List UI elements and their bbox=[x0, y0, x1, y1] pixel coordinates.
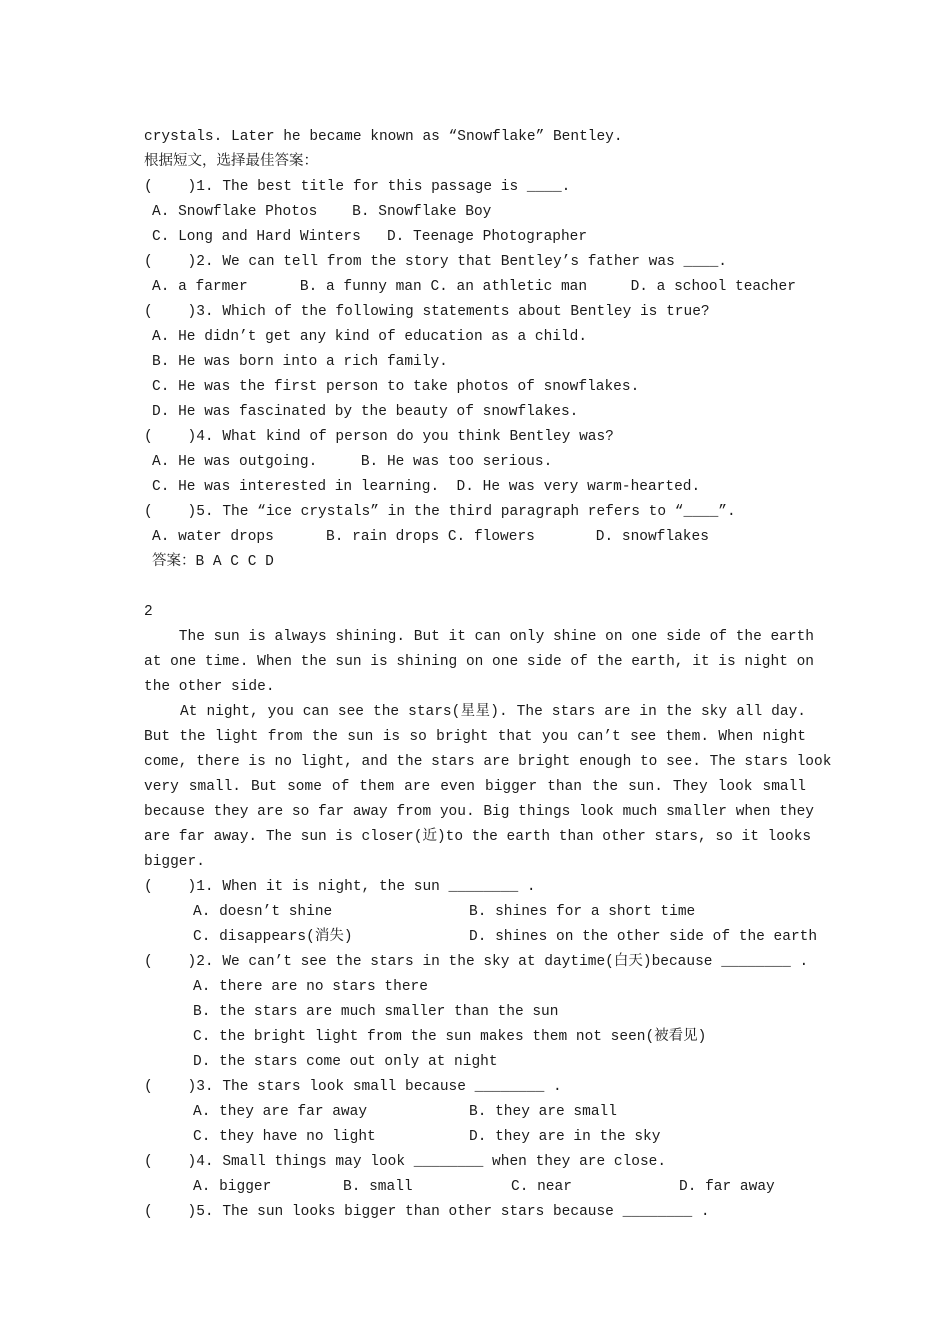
s1-question-4: ( )4. What kind of person do you think Bentley was? bbox=[144, 429, 614, 445]
s1-question-1: ( )1. The best title for this passage is ____. bbox=[144, 179, 571, 195]
s2-q1-option-a: A. doesn’t shine bbox=[193, 904, 333, 920]
s2-q3-option-c: C. they have no light bbox=[193, 1129, 376, 1145]
para1-line1: The sun is always shining. But it can only shine on one side of the earth bbox=[144, 629, 815, 645]
s1-q3-option-a: A. He didn’t get any kind of education as a child. bbox=[152, 329, 588, 345]
passage-continuation: crystals. Later he became known as “Snowflake” Bentley. bbox=[144, 129, 623, 145]
s2-q2-option-b: B. the stars are much smaller than the sun bbox=[193, 1004, 559, 1020]
s2-question-4: ( )4. Small things may look ________ when they are close. bbox=[144, 1154, 667, 1170]
para2-line7: bigger. bbox=[144, 854, 205, 870]
s2-q3-option-b: B. they are small bbox=[469, 1104, 617, 1120]
para2-line3: come, there is no light, and the stars are bright enough to see. The stars look bbox=[144, 754, 832, 770]
s2-question-1: ( )1. When it is night, the sun ________ . bbox=[144, 879, 536, 895]
s2-q3-option-d: D. they are in the sky bbox=[469, 1129, 661, 1145]
s1-q1-options-ab: A. Snowflake Photos B. Snowflake Boy bbox=[152, 204, 492, 220]
s2-q1-option-d: D. shines on the other side of the earth bbox=[469, 929, 818, 945]
para2-line4: very small. But some of them are even bigger than the sun. They look small bbox=[144, 779, 806, 795]
section-number: 2 bbox=[144, 604, 153, 620]
para2-line5: because they are so far away from you. Big things look much smaller when they bbox=[144, 804, 815, 820]
s2-question-5: ( )5. The sun looks bigger than other stars because ________ . bbox=[144, 1204, 710, 1220]
s1-q3-option-d: D. He was fascinated by the beauty of snowflakes. bbox=[152, 404, 579, 420]
s2-q1-option-c: C. disappears(消失) bbox=[193, 929, 353, 945]
instruction: 根据短文，选择最佳答案： bbox=[144, 154, 318, 170]
para2-line2: But the light from the sun is so bright that you can’t see them. When night bbox=[144, 729, 806, 745]
s1-question-5: ( )5. The “ice crystals” in the third paragraph refers to “____”. bbox=[144, 504, 736, 520]
s1-q2-options: A. a farmer B. a funny man C. an athletic man D. a school teacher bbox=[152, 279, 796, 295]
s2-q4-option-b: B. small bbox=[343, 1179, 413, 1195]
s2-q1-option-b: B. shines for a short time bbox=[469, 904, 696, 920]
para1-line3: the other side. bbox=[144, 679, 275, 695]
s2-q4-option-d: D. far away bbox=[679, 1179, 775, 1195]
para2-line6: are far away. The sun is closer(近)to the earth than other stars, so it looks bbox=[144, 829, 812, 845]
s1-q3-option-c: C. He was the first person to take photos of snowflakes. bbox=[152, 379, 640, 395]
s1-q1-options-cd: C. Long and Hard Winters D. Teenage Photographer bbox=[152, 229, 588, 245]
s1-q3-option-b: B. He was born into a rich family. bbox=[152, 354, 448, 370]
s2-q2-option-c: C. the bright light from the sun makes them not seen(被看见) bbox=[193, 1029, 707, 1045]
s2-q2-option-d: D. the stars come out only at night bbox=[193, 1054, 498, 1070]
s1-question-3: ( )3. Which of the following statements about Bentley is true? bbox=[144, 304, 710, 320]
s2-question-2: ( )2. We can’t see the stars in the sky at daytime(白天)because ________ . bbox=[144, 954, 809, 970]
s2-q3-option-a: A. they are far away bbox=[193, 1104, 368, 1120]
s1-q5-options: A. water drops B. rain drops C. flowers D. snowflakes bbox=[152, 529, 709, 545]
para1-line2: at one time. When the sun is shining on one side of the earth, it is night on bbox=[144, 654, 815, 670]
answer-key: 答案：B A C C D bbox=[152, 554, 274, 570]
s1-question-2: ( )2. We can tell from the story that Bentley’s father was ____. bbox=[144, 254, 727, 270]
s1-q4-options-cd: C. He was interested in learning. D. He was very warm-hearted. bbox=[152, 479, 701, 495]
para2-line1: At night, you can see the stars(星星). The stars are in the sky all day. bbox=[144, 704, 806, 720]
s2-q4-option-a: A. bigger bbox=[193, 1179, 272, 1195]
s2-question-3: ( )3. The stars look small because ________ . bbox=[144, 1079, 562, 1095]
s2-q2-option-a: A. there are no stars there bbox=[193, 979, 428, 995]
s2-q4-option-c: C. near bbox=[511, 1179, 572, 1195]
s1-q4-options-ab: A. He was outgoing. B. He was too serious. bbox=[152, 454, 553, 470]
